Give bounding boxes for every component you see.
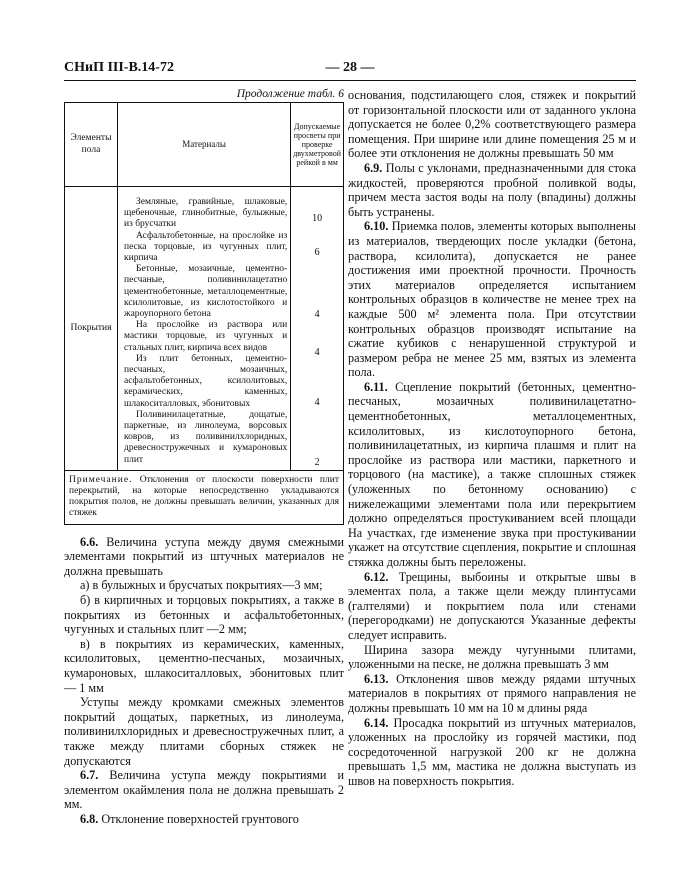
deviation-value: 4 — [314, 347, 320, 358]
material-row: Земляные, гравийные, шлаковые, щебеночные, глинобитные, булыжные, из брусчатки — [124, 197, 288, 230]
paragraph — [348, 161, 636, 219]
note-text: Отклонения от плоскости поверхности плит перекрытий, на которые непосредственно укладываются покрытия полов, не должны превышать величин, указанных для стяжек — [69, 474, 339, 519]
right-body-text — [348, 88, 636, 789]
left-column — [64, 88, 344, 827]
paragraph-number: 6.13. — [364, 671, 389, 686]
deviation-value: 4 — [314, 309, 320, 320]
table-6 — [64, 102, 344, 525]
paragraph-number: 6.7. — [80, 768, 99, 783]
paragraph-number: 6.10. — [364, 219, 389, 234]
paragraph: Уступы между кромками смежных элементов покрытий дощатых, паркетных, из линолеума, поливинилхлоридных и древесностружечных плит, а также между плитами сборных стяжек не допускаются — [64, 695, 344, 768]
paragraph-text: Отклонение поверхностей грунтового — [101, 811, 299, 826]
note-label: Примечание. — [69, 474, 133, 485]
paragraph-number: 6.9. — [364, 160, 383, 175]
right-column — [348, 88, 636, 789]
materials-cell — [118, 187, 291, 471]
paragraph — [348, 716, 636, 789]
material-row: Из плит бетонных, цементно-песчаных, мозаичных, асфальтобетонных, ксилолитовых, керамических, каменных, шлакоситалловых, эбонитовых — [124, 353, 288, 409]
header-element: Элементы пола — [65, 103, 118, 187]
paragraph — [348, 380, 636, 570]
paragraph — [348, 219, 636, 380]
paragraph — [348, 672, 636, 716]
paragraph: основания, подстилающего слоя, стяжек и покрытий от горизонтальной плоскости или от заданного уклона допускается не более 0,2% соответствующего размера помещения. При ширине или длине помещения 25 м и более эти отклонения не должны превышать 50 мм — [348, 88, 636, 161]
header-deviation: Допускаемые просветы при проверке двухметровой рейкой в мм — [291, 103, 344, 187]
paragraph-text: Просадка покрытий из штучных материалов, уложенных на прослойку из горячей мастики, под сосредоточенной нагрузкой 200 кг не должна превышать 1,5 мм, мастика не должна выступать из швов на поверхность покрытия. — [348, 715, 637, 788]
material-row: Поливинилацетатные, дощатые, паркетные, из линолеума, ворсовых ковров, из поливинилхлоридных, древесностружечных и кумароновых плит — [124, 409, 288, 465]
paragraph — [64, 535, 344, 579]
deviation-value: 6 — [314, 247, 320, 258]
paragraph — [64, 768, 344, 812]
paragraph: Ширина зазора между чугунными плитами, уложенными на песке, не должна превышать 3 мм — [348, 642, 636, 672]
table-note — [65, 470, 344, 524]
paragraph — [348, 570, 636, 643]
paragraph: а) в булыжных и брусчатых покрытиях—3 мм; — [80, 578, 323, 593]
header-materials: Материалы — [118, 103, 291, 187]
element-cell: Покрытия — [65, 187, 118, 471]
paragraph-number: 6.11. — [364, 379, 388, 394]
material-row: На прослойке из раствора или мастики торцовые, из чугунных и стальных плит, кирпича всех видов — [124, 320, 288, 353]
deviation-value: 2 — [314, 457, 320, 468]
paragraph-number: 6.12. — [364, 569, 389, 584]
paragraph-text: Сцепление покрытий (бетонных, цементно-песчаных, мозаичных поливинилацетатно-цементнобетонных, металлоцементных, ксилолитовых, из кислотоупорного бетона, поливинилацетатных, из кирпича плашмя и плит на прослойке из раствора или мастики, паркетного и торцового (на мастике), а также сплошных стяжек (уложенных по бетонному основанию) с нижележащими элементами пола или перекрытием должно определяться простукиванием всей площади На участках, где изменение звука при простукивании укажет на отсутствие сцепления, покрытие и сплошная стяжка должны быть переложены. — [348, 379, 637, 569]
paragraph-number: 6.8. — [80, 811, 99, 826]
deviation-value: 4 — [314, 397, 320, 408]
document-code: СНиП III-В.14-72 — [64, 60, 174, 75]
paragraph-text: Величина уступа между покрытиями и элементом окаймления пола не должна превышать 2 мм. — [64, 768, 344, 812]
left-body-text — [64, 535, 344, 827]
paragraph: б) в кирпичных и торцовых покрытиях, а также в покрытиях из бетонных и асфальтобетонных, чугунных и стальных плит —2 мм; — [64, 593, 344, 637]
paragraph-number: 6.14. — [364, 715, 389, 730]
paragraph — [64, 812, 344, 827]
paragraph-text: Полы с уклонами, предназначенными для стока жидкостей, проверяются пробной поливкой воды, причем места застоя воды на полу (впадины) должны быть устранены. — [348, 160, 637, 219]
paragraph-text: Величина уступа между двумя смежными элементами покрытий из штучных материалов не должна превышать — [64, 534, 344, 578]
table-caption: Продолжение табл. 6 — [236, 88, 344, 100]
paragraph-text: Приемка полов, элементы которых выполнены из материалов, твердеющих после укладки (бетона, раствора, ксилолита), допускается не ранее достижения ими проектной прочности. Прочность этих материалов определяется испытанием контрольных образцов в количестве не менее трех на каждые 500 м² элемента пола. При отсутствии контрольных образцов производят испытание на сжатие кубиков с ненарушенной структурой и размером ребра не менее 25 мм, взятых из элемента пола. — [348, 219, 636, 380]
deviation-cell — [291, 187, 344, 471]
header-rule — [64, 80, 636, 81]
page-number: — 28 — — [325, 60, 375, 75]
paragraph-text: Отклонения швов между рядами штучных материалов в покрытиях от прямого направления не должны превышать 10 мм на 10 м длины ряда — [348, 671, 637, 715]
paragraph-number: 6.6. — [80, 534, 99, 549]
deviation-value: 10 — [312, 213, 323, 224]
paragraph-text: Трещины, выбоины и открытые швы в элементах пола, а также щели между плинтусами (галтелями) и покрытием пола или стенами (перегородками) не допускаются Указанные дефекты следует исправить. — [348, 569, 637, 642]
paragraph: в) в покрытиях из керамических, каменных, ксилолитовых, цементно-песчаных, мозаичных, кумароновых, шлакоситалловых, эбонитовых плит — 1 мм — [64, 636, 344, 695]
material-row: Бетонные, мозаичные, цементно-песчаные, поливинилацетатно цементнобетонные, металлоцементные, ксилолитовые, из кислотостойкого и жароупорного бетона — [124, 264, 288, 320]
material-row: Асфальтобетонные, на прослойке из песка торцовые, из чугунных плит, кирпича — [124, 230, 288, 264]
page-header — [64, 60, 636, 80]
